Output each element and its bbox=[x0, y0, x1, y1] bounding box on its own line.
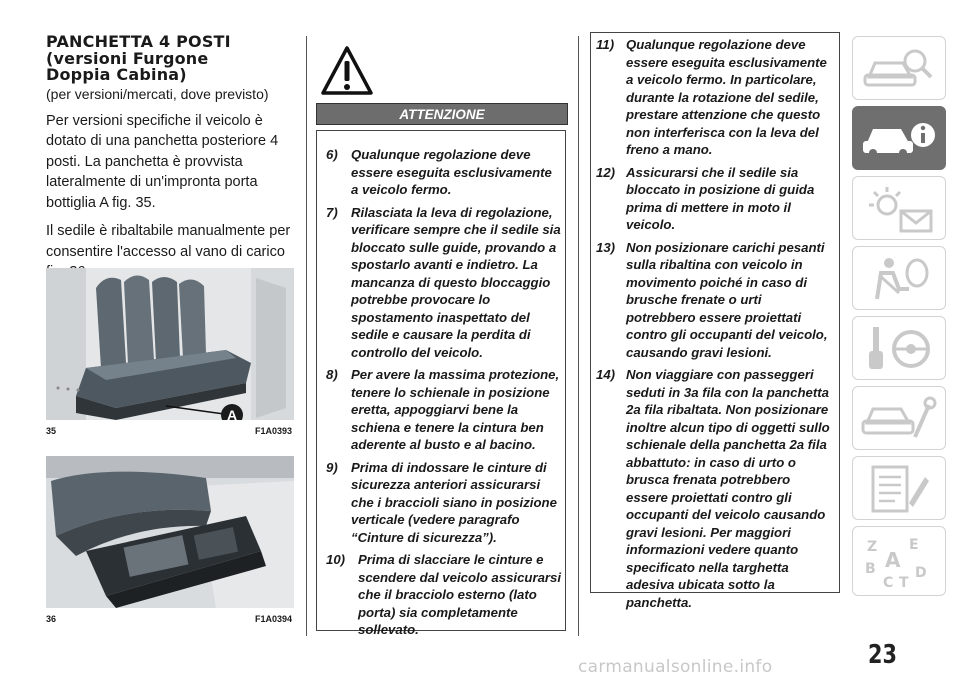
paragraph: Il sedile è ribaltabile manualmente per consentire l'accesso al vano di carico bbox=[46, 223, 291, 260]
warning-list-continued bbox=[596, 36, 834, 616]
svg-text:Z: Z bbox=[867, 539, 878, 555]
title-line: Doppia Cabina) bbox=[46, 65, 187, 84]
item-text: Per avere la massima protezione, tenere lo schienale in posizione eretta, appoggiarvi bene la schiena e tenere la cintura ben aderente al busto e al bacino. bbox=[351, 367, 560, 452]
page-number: 23 bbox=[868, 640, 897, 670]
svg-text:C: C bbox=[883, 575, 894, 591]
item-number: 6) bbox=[326, 147, 338, 162]
item-text: Assicurarsi che il sedile sia bloccato in posizione di guida prima di mettere in moto il veicolo. bbox=[626, 164, 815, 232]
watermark: carmanualsonline.info bbox=[578, 657, 773, 677]
item-number: 12) bbox=[596, 164, 616, 180]
warning-lights-message-icon bbox=[859, 183, 939, 235]
figure-code: F1A0393 bbox=[254, 426, 292, 436]
paragraph: Per versioni specifiche il veicolo è dotato di una panchetta posteriore 4 posti. La panchetta è provvista lateralmente di un'impronta porta bottiglia A fig. 35. bbox=[46, 112, 279, 211]
key-steering-wheel-icon bbox=[859, 323, 939, 375]
seat-airbag-icon bbox=[859, 253, 939, 305]
tab-maintenance[interactable] bbox=[852, 386, 946, 450]
tab-car-search[interactable] bbox=[852, 36, 946, 100]
car-info-icon bbox=[859, 113, 939, 165]
figure-number: 36 bbox=[46, 614, 57, 624]
tab-technical-data[interactable] bbox=[852, 456, 946, 520]
warning-header: ATTENZIONE bbox=[316, 103, 568, 125]
car-wrench-icon bbox=[859, 393, 939, 445]
item-text: Prima di indossare le cinture di sicurezza anteriori assicurarsi che i braccioli siano in posizione verticale (vedere paragrafo “Cinture di sicurezza”). bbox=[351, 459, 557, 545]
tab-car-info[interactable] bbox=[852, 106, 946, 170]
svg-text:T: T bbox=[899, 575, 909, 591]
column-divider bbox=[306, 36, 307, 636]
warning-item bbox=[326, 459, 562, 547]
svg-text:E: E bbox=[909, 537, 919, 553]
item-number: 10) bbox=[326, 552, 346, 567]
svg-text:A: A bbox=[885, 548, 901, 572]
item-text: Non posizionare carichi pesanti sulla ribaltina con veicolo in movimento poiché in caso di brusche frenate o urti potrebbero essere proiettati contro gli occupanti del veicolo, causando gravi lesioni. bbox=[626, 239, 828, 360]
warning-item bbox=[596, 36, 834, 159]
warning-list bbox=[326, 146, 562, 644]
tab-index[interactable] bbox=[852, 526, 946, 596]
warning-item bbox=[596, 164, 834, 234]
figure-number: 35 bbox=[46, 426, 57, 436]
alphabet-index-icon bbox=[859, 533, 939, 591]
tab-safety[interactable] bbox=[852, 246, 946, 310]
warning-item bbox=[326, 366, 562, 454]
section-subtitle: (per versioni/mercati, dove previsto) bbox=[46, 85, 269, 102]
svg-text:D: D bbox=[915, 565, 927, 581]
column-divider bbox=[578, 36, 579, 636]
tab-starting-driving[interactable] bbox=[852, 316, 946, 380]
item-text: Prima di slacciare le cinture e scendere dal veicolo assicurarsi che il bracciolo esterno (lato porta) sia completamente sollevato. bbox=[358, 552, 562, 637]
item-text: Qualunque regolazione deve essere eseguita esclusivamente a veicolo fermo. In particolare, durante la rotazione del sedile, prestare attenzione che questo non interferisca con la leva del freno a mano. bbox=[626, 37, 827, 157]
car-search-icon bbox=[859, 43, 939, 95]
item-number: 14) bbox=[596, 367, 616, 382]
folded-seat-photo bbox=[46, 456, 294, 608]
callout-a-label: A bbox=[226, 407, 238, 420]
item-number: 8) bbox=[326, 367, 338, 382]
warning-item bbox=[326, 146, 562, 199]
title-line: PANCHETTA 4 POSTI bbox=[46, 32, 231, 51]
warning-item bbox=[326, 204, 562, 362]
tab-warning-lights[interactable] bbox=[852, 176, 946, 240]
section-column bbox=[46, 34, 294, 291]
item-number: 13) bbox=[596, 239, 616, 255]
figure-code: F1A0394 bbox=[254, 614, 292, 624]
document-list-icon bbox=[859, 463, 939, 515]
item-text: Non viaggiare con passeggeri seduti in 3a fila con la panchetta 2a fila ribaltata. Non posizionare inoltre alcun tipo di oggetti sullo schienale della panchetta 2a fila abbattuto: in caso di urto o brusca frenata potrebbero essere proiettati contro gli occupanti del veicolo causando gravi lesioni. Per maggiori informazioni vedere quanto specificato nella targhetta adesiva ubicata sotto la panchetta. bbox=[626, 367, 830, 610]
warning-item bbox=[326, 551, 562, 639]
item-text: Rilasciata la leva di regolazione, verificare sempre che il sedile sia bloccato sulle guide, provando a spostarlo avanti e indietro. La mancanza di questo bloccaggio potrebbe provocare lo spostamento inaspettato del sedile e causare la perdita di controllo del veicolo. bbox=[351, 204, 561, 360]
item-text: Qualunque regolazione deve essere eseguita esclusivamente a veicolo fermo. bbox=[351, 147, 552, 197]
warning-item bbox=[596, 366, 834, 611]
bench-seat-photo bbox=[46, 268, 294, 420]
warning-item bbox=[596, 239, 834, 362]
item-number: 9) bbox=[326, 459, 338, 475]
item-number: 7) bbox=[326, 204, 338, 220]
section-title bbox=[46, 34, 294, 84]
svg-text:B: B bbox=[865, 561, 876, 577]
warning-exclamation-icon bbox=[320, 45, 374, 102]
title-line: (versioni Furgone bbox=[46, 48, 209, 68]
item-number: 11) bbox=[596, 37, 615, 52]
